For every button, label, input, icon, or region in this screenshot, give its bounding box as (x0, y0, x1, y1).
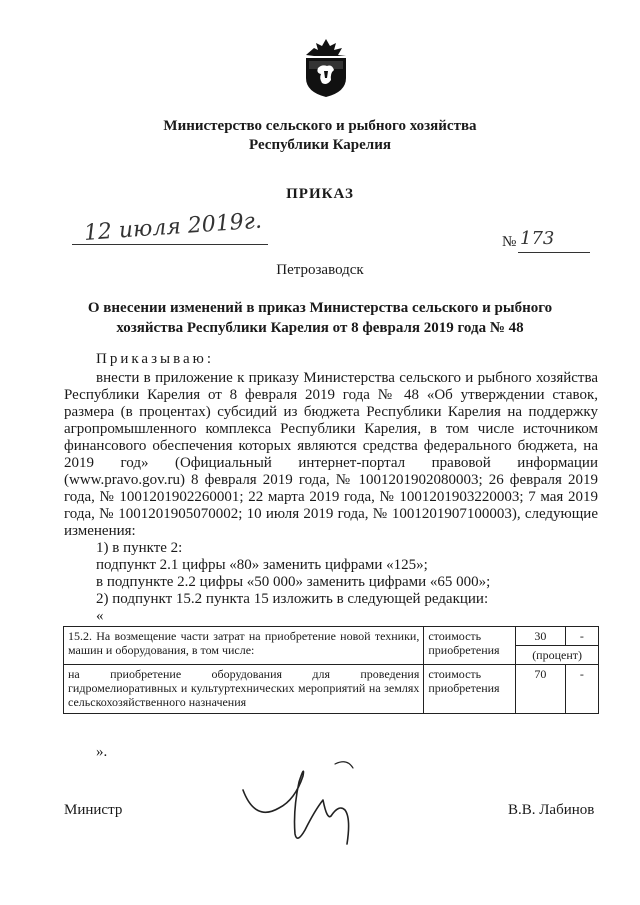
ministry-line-2: Республики Карелия (249, 137, 391, 153)
order-number: 173 (520, 228, 555, 249)
order-number-label: № (502, 234, 517, 250)
signer-name: В.В. Лабинов (508, 802, 595, 818)
orders-word: Приказываю: (96, 351, 214, 367)
subject-line-1: О внесении изменений в приказ Министерства сельского и рыбного (87, 300, 553, 316)
item-1: 1) в пункте 2: (96, 540, 183, 556)
order-subject (0, 298, 640, 338)
minister-position: Министр (64, 802, 123, 818)
row2-basis: стоимость приобретения (424, 665, 516, 714)
row2-extra: - (565, 665, 598, 714)
number-underline (518, 252, 590, 253)
row1-description: 15.2. На возмещение части затрат на приобретение новой техники, машин и оборудования, в том числе: (64, 627, 424, 665)
item-1-a: подпункт 2.1 цифры «80» заменить цифрами «125»; (96, 557, 428, 573)
row1-rate: 30 (516, 627, 565, 646)
order-title: ПРИКАЗ (286, 186, 354, 202)
ministry-line-1: Министерство сельского и рыбного хозяйства (163, 118, 477, 134)
row1-basis: стоимость приобретения (424, 627, 516, 665)
date-underline (72, 244, 268, 245)
row2-rate: 70 (516, 665, 565, 714)
order-date: 12 июля 2019г. (83, 208, 263, 246)
item-1-b: в подпункте 2.2 цифры «50 000» заменить цифрами «65 000»; (96, 574, 491, 590)
row1-extra: - (565, 627, 598, 646)
row1-unit: (процент) (516, 646, 599, 665)
subject-line-2: хозяйства Республики Карелия от 8 февраля 2019 года № 48 (116, 320, 524, 336)
signature-icon (235, 760, 375, 850)
ministry-name (0, 117, 640, 155)
coat-of-arms-icon (300, 38, 352, 98)
city: Петрозаводск (276, 262, 364, 278)
row2-description: на приобретение оборудования для проведения гидромелиоративных и культуртехнических мероприятий на землях сельскохозяйственного назначения (64, 665, 424, 714)
close-quote: ». (96, 744, 108, 760)
table-row (64, 665, 599, 714)
open-quote: « (96, 608, 104, 624)
amendment-table (63, 626, 599, 714)
table-row (64, 627, 599, 646)
main-paragraph: внести в приложение к приказу Министерства сельского и рыбного хозяйства Республики Карелия от 8 февраля 2019 года № 48 «Об утверждении ставок, размера (в процентах) субсидий из бюджета Республики Карелия на поддержку агропромышленного комплекса Республики Карелия, в том числе источником финансового обеспечения которых являются средства федерального бюджета, на 2019 год» (Официальный интернет-портал правовой информации (www.pravo.gov.ru) 8 февраля 2019 года, № 1001201902080003; 26 февраля 2019 года, № 1001201902260001; 22 марта 2019 года, № 1001201903220003; 7 мая 2019 года, № 1001201905070002; 10 июля 2019 года, № 1001201907100003), следующие изменения: (64, 370, 598, 539)
item-2: 2) подпункт 15.2 пункта 15 изложить в следующей редакции: (96, 591, 489, 607)
